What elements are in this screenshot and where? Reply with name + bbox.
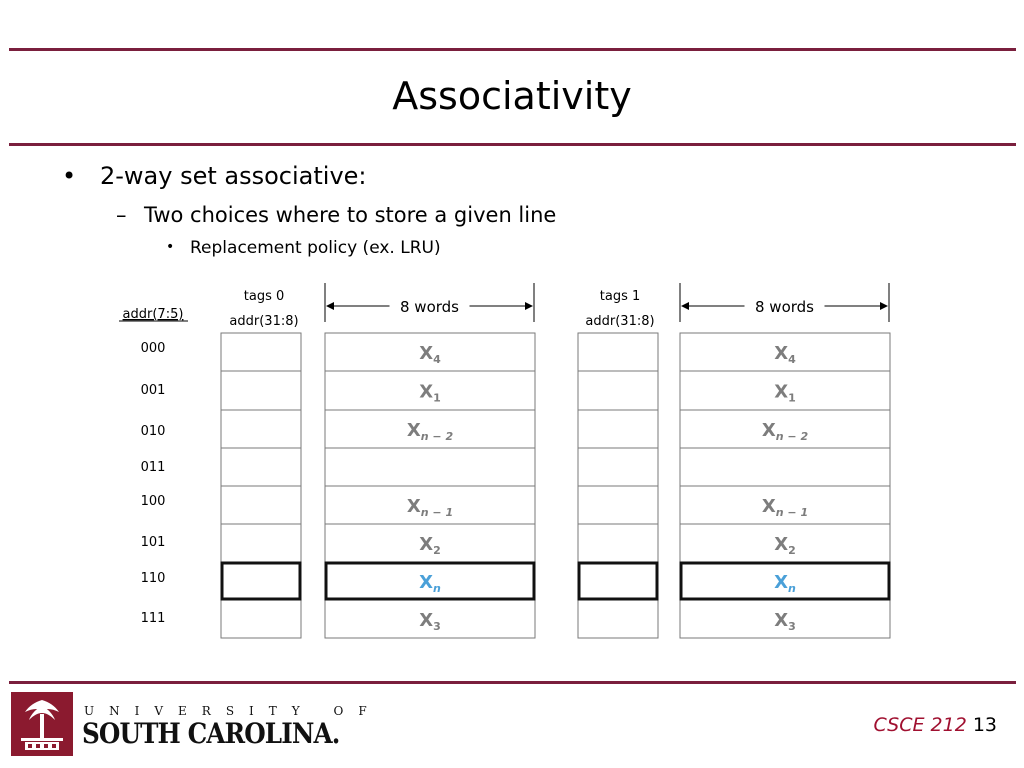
entry-subscript: 3 xyxy=(433,620,441,633)
entry-subscript: n − 1 xyxy=(775,506,809,519)
tag-cell-way-1-set-000 xyxy=(578,333,658,371)
entry-base: X xyxy=(419,572,434,593)
entry-base: X xyxy=(419,381,434,403)
footer-rule xyxy=(9,681,1016,684)
entry-subscript: n xyxy=(788,582,796,595)
dim-arrowhead-left xyxy=(681,302,689,310)
tag-cell-way-0-set-101 xyxy=(221,524,301,562)
tag-cell-way-0-set-000 xyxy=(221,333,301,371)
tag-cell-way-0-set-110 xyxy=(221,562,301,600)
tags-addr-way-0: addr(31:8) xyxy=(229,314,299,329)
bullet-text-two-choices: Two choices where to store a given line xyxy=(144,203,557,227)
set-index-100: 100 xyxy=(140,494,166,509)
set-index-001: 001 xyxy=(140,383,166,398)
data-cell-way-0-set-011 xyxy=(325,448,535,486)
bullet-text-2way: 2-way set associative: xyxy=(100,162,367,190)
bullet-dash: – xyxy=(116,203,127,227)
tags-label-way-0: tags 0 xyxy=(243,289,285,304)
entry-base: X xyxy=(774,610,789,631)
tag-cell-way-1-set-101 xyxy=(578,524,658,562)
page-number: 13 xyxy=(972,714,997,736)
set-index-111: 111 xyxy=(140,611,166,626)
entry-base: X xyxy=(761,496,776,517)
set-index-110: 110 xyxy=(140,571,166,586)
entry-base: X xyxy=(774,381,789,403)
dim-arrowhead-right xyxy=(880,302,888,310)
tags-label-way-1: tags 1 xyxy=(599,289,641,304)
set-index-011: 011 xyxy=(140,460,166,475)
entry-subscript: n − 1 xyxy=(420,506,454,519)
entry-subscript: n − 2 xyxy=(775,430,809,443)
entry-base: X xyxy=(419,610,434,631)
logo-university-of: UNIVERSITY OF xyxy=(84,704,382,718)
course-code: CSCE 212 xyxy=(873,714,967,736)
set-index-101: 101 xyxy=(140,535,166,550)
entry-base: X xyxy=(774,534,789,555)
footer-course xyxy=(874,714,997,736)
tag-cell-way-1-set-111 xyxy=(578,600,658,638)
entry-base: X xyxy=(419,534,434,555)
dim-arrowhead-right xyxy=(525,302,533,310)
slide-title: Associativity xyxy=(392,74,632,118)
entry-subscript: 4 xyxy=(433,353,441,366)
data-cell-way-1-set-011 xyxy=(680,448,890,486)
entry-subscript: 2 xyxy=(433,544,441,557)
tag-cell-way-0-set-001 xyxy=(221,371,301,410)
set-index-000: 000 xyxy=(140,341,166,356)
entry-base: X xyxy=(761,420,776,441)
entry-subscript: 3 xyxy=(788,620,796,633)
entry-subscript: n xyxy=(433,582,441,595)
entry-base: X xyxy=(406,420,421,441)
entry-base: X xyxy=(774,343,789,364)
tag-cell-way-0-set-011 xyxy=(221,448,301,486)
logo-south-carolina: SOUTH CAROLINA. xyxy=(82,717,340,750)
data-width-label-way-0: 8 words xyxy=(400,298,459,316)
tag-cell-way-0-set-111 xyxy=(221,600,301,638)
bullet-dot: • xyxy=(166,239,175,255)
entry-base: X xyxy=(406,496,421,517)
entry-subscript: 4 xyxy=(788,353,796,366)
tag-cell-way-1-set-001 xyxy=(578,371,658,410)
bullet-dot: • xyxy=(62,162,77,190)
tag-cell-way-1-set-100 xyxy=(578,486,658,524)
entry-subscript: n − 2 xyxy=(420,430,454,443)
entry-base: X xyxy=(419,343,434,364)
set-index-010: 010 xyxy=(140,424,166,439)
bullet-text-replacement: Replacement policy (ex. LRU) xyxy=(190,238,441,258)
tag-cell-way-0-set-010 xyxy=(221,410,301,448)
tag-cell-way-1-set-010 xyxy=(578,410,658,448)
index-header: addr(7:5) xyxy=(122,307,184,322)
entry-subscript: 1 xyxy=(788,391,796,405)
entry-subscript: 2 xyxy=(788,544,796,557)
tag-cell-way-1-set-011 xyxy=(578,448,658,486)
data-width-label-way-1: 8 words xyxy=(755,298,814,316)
tag-cell-way-0-set-100 xyxy=(221,486,301,524)
tags-addr-way-1: addr(31:8) xyxy=(585,314,655,329)
palmetto-logo xyxy=(11,692,73,756)
entry-base: X xyxy=(774,572,789,593)
entry-subscript: 1 xyxy=(433,391,441,405)
dim-arrowhead-left xyxy=(326,302,334,310)
tag-cell-way-1-set-110 xyxy=(578,562,658,600)
